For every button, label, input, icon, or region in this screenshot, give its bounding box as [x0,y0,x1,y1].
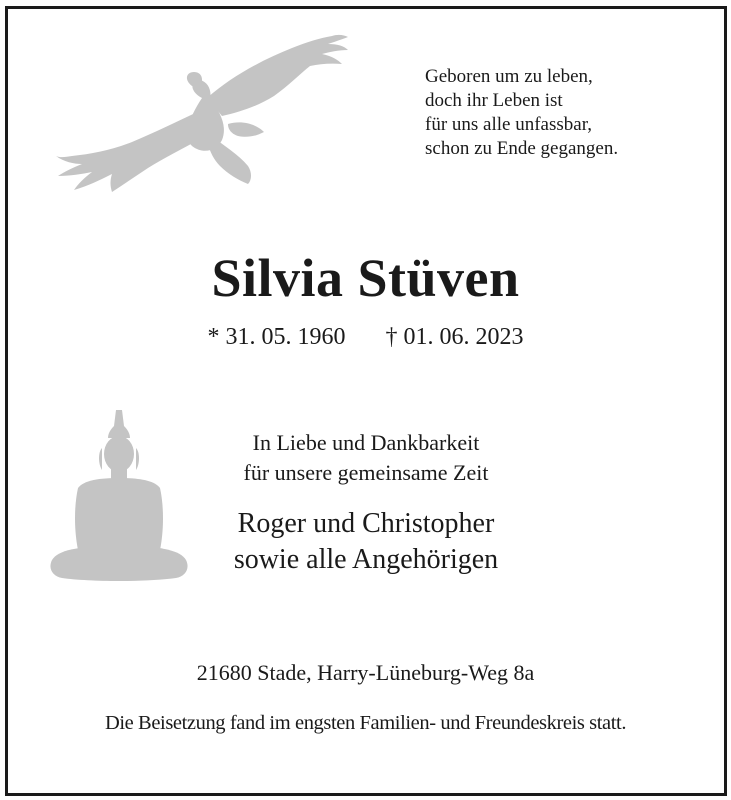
gratitude-line: In Liebe und Dankbarkeit [252,430,480,455]
poem-line: schon zu Ende gegangen. [425,138,619,159]
mourners-line: sowie alle Angehörigen [233,544,499,575]
deceased-name: Silvia Stüven [211,248,520,308]
address: 21680 Stade, Harry-Lüneburg-Weg 8a [196,660,535,685]
poem-line: doch ihr Leben ist [425,90,563,111]
life-dates [0,322,731,352]
gratitude-text [166,428,566,488]
poem [425,65,618,161]
mourners [166,506,566,578]
birth-date: * 31. 05. 1960 [207,324,346,350]
mourners-line: Roger und Christopher [237,508,495,539]
gratitude-line: für unsere gemeinsame Zeit [243,460,489,485]
death-date: † 01. 06. 2023 [385,324,524,350]
eagle-icon [52,28,352,198]
burial-notice: Die Beisetzung fand im engsten Familien- und Freundeskreis statt. [104,712,627,734]
poem-line: Geboren um zu leben, [425,66,593,87]
poem-line: für uns alle unfassbar, [425,114,593,135]
